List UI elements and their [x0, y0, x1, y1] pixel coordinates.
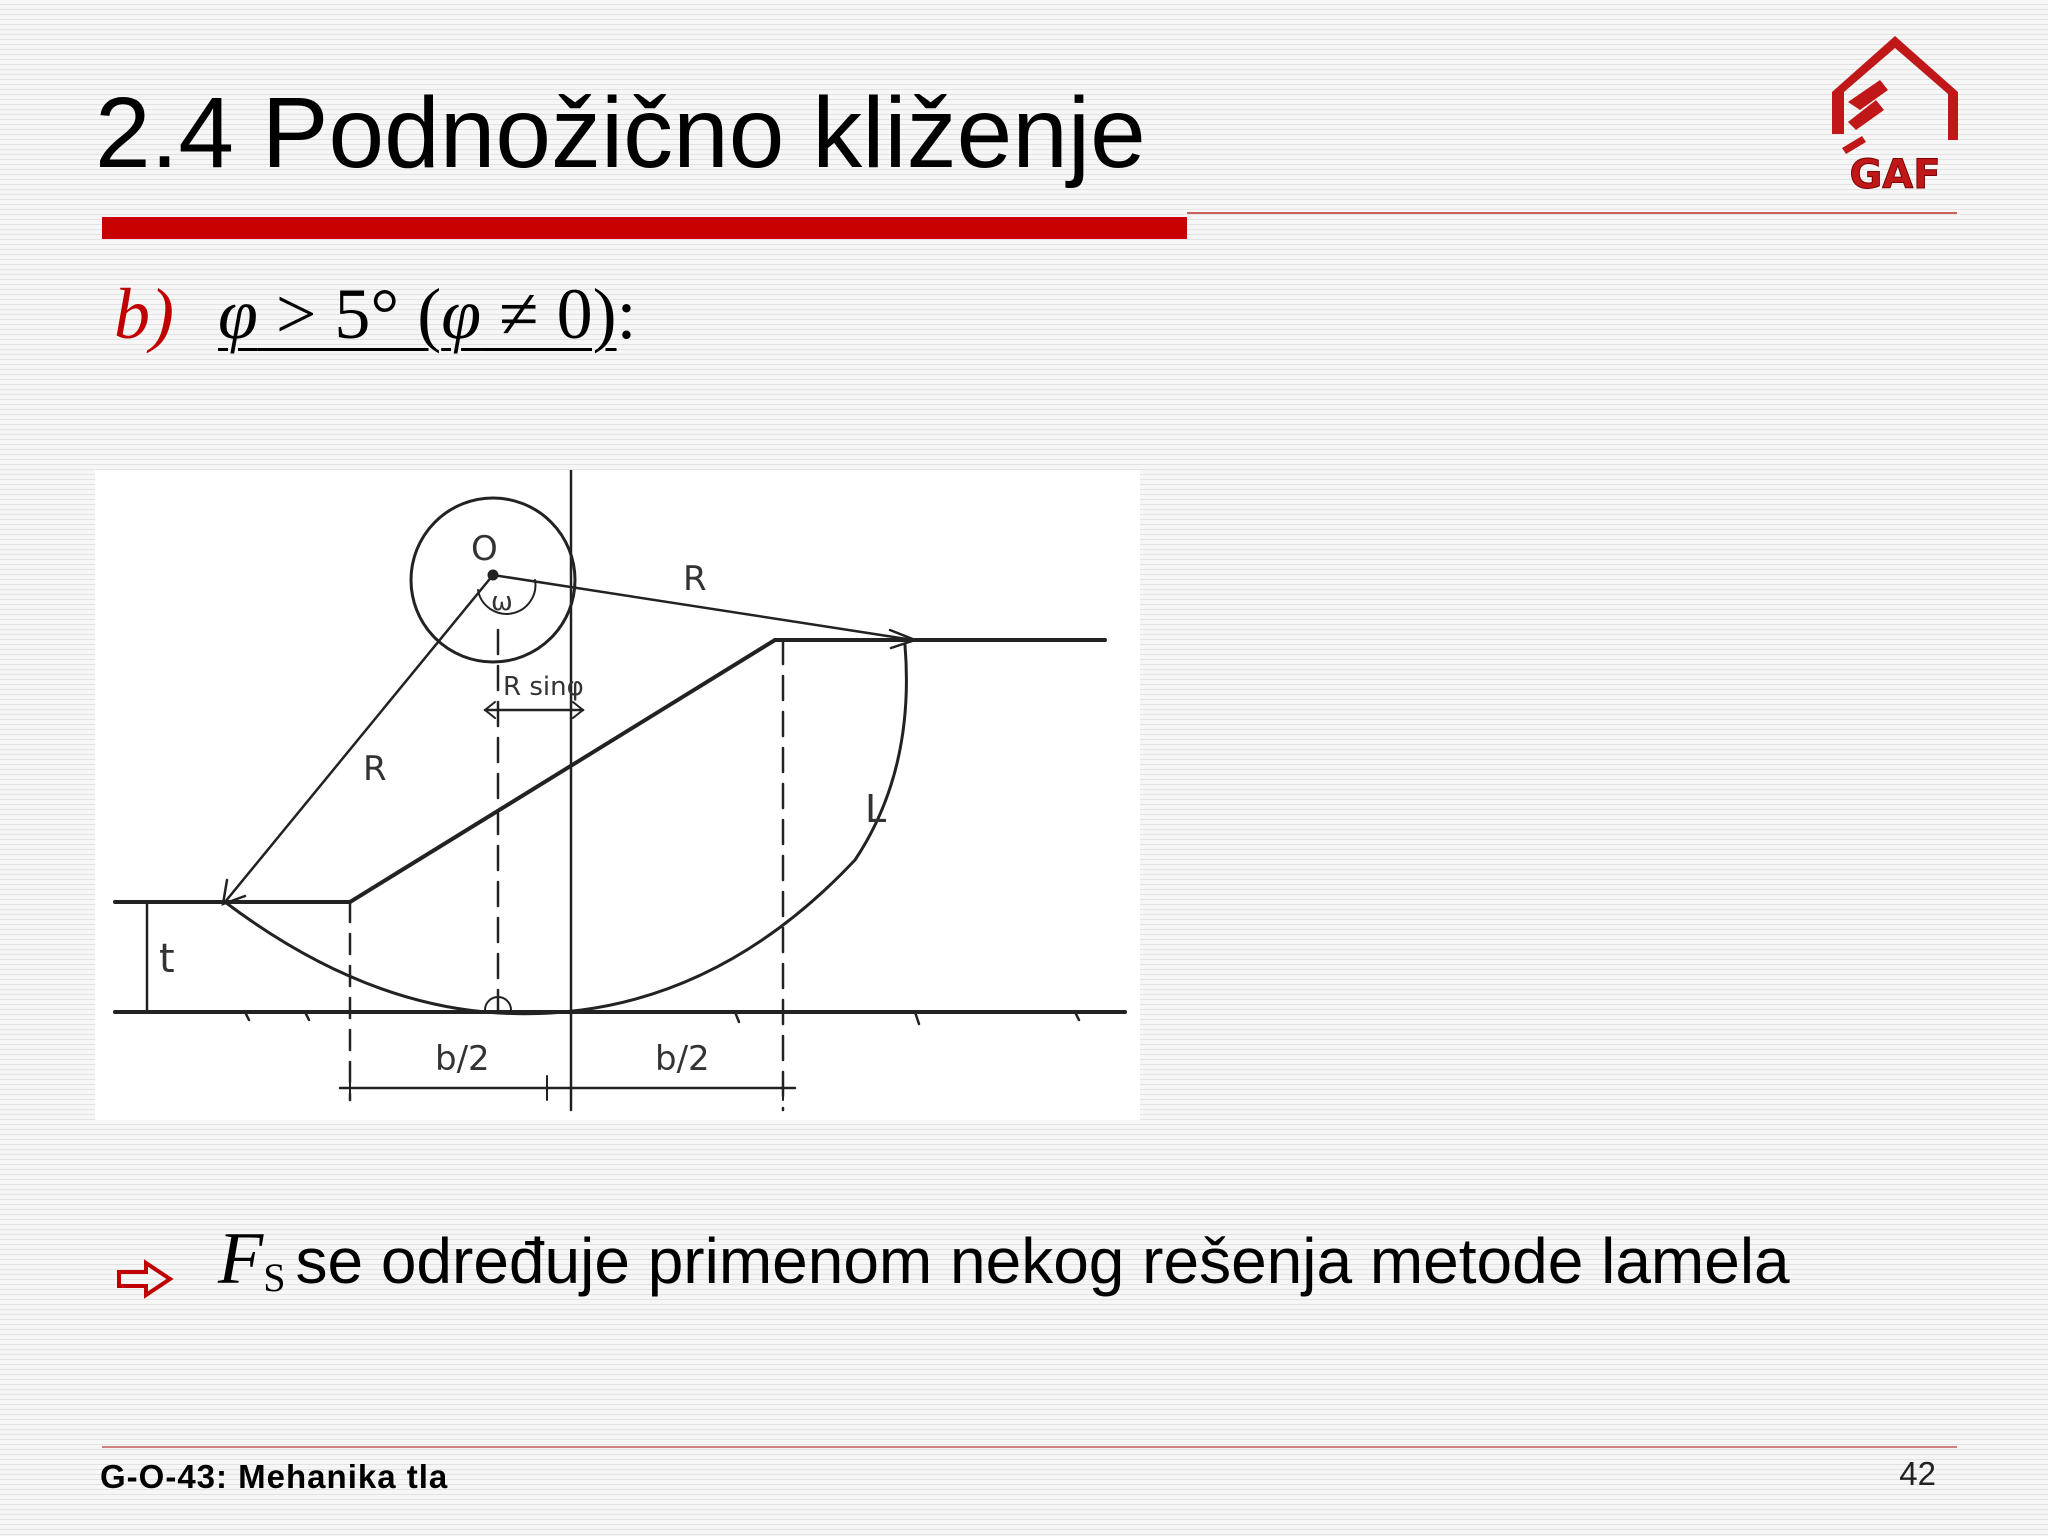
- case-heading: [114, 274, 637, 354]
- slope-failure-sketch: [95, 470, 1140, 1120]
- case-marker: b): [114, 274, 174, 354]
- bullet-item: [116, 1218, 1790, 1300]
- gaf-logo: [1832, 30, 1958, 200]
- label-centre: O: [471, 529, 498, 569]
- label-half-base-left: b/2: [435, 1039, 490, 1079]
- label-radius-left: R: [363, 749, 387, 789]
- footer-course: G-O-43: Mehanika tla: [100, 1458, 449, 1495]
- page-number: 42: [1899, 1455, 1936, 1492]
- title-underline-thin: [1187, 212, 1957, 214]
- label-arc: L: [865, 787, 887, 831]
- case-colon: :: [616, 274, 637, 354]
- gaf-logo-text: GAF: [1849, 152, 1941, 198]
- label-radius-top: R: [683, 559, 707, 599]
- label-half-base-right: b/2: [655, 1039, 710, 1079]
- fs-symbol: $F_S$: [218, 1218, 286, 1300]
- label-depth: t: [159, 936, 175, 982]
- label-rsinphi: R sinφ: [503, 672, 584, 702]
- radius-left: [225, 575, 493, 902]
- slide-title: 2.4 Podnožično kliženje: [95, 77, 1146, 189]
- hollow-arrow-icon: [116, 1259, 174, 1299]
- label-omega: ω: [491, 587, 513, 617]
- footer-divider: [102, 1446, 1957, 1448]
- case-condition: φ > 5° (φ ≠ 0): [217, 274, 617, 354]
- title-underline-bar: [102, 217, 1187, 239]
- bullet-text: se određuje primenom nekog rešenja metode lamela: [295, 1225, 1790, 1297]
